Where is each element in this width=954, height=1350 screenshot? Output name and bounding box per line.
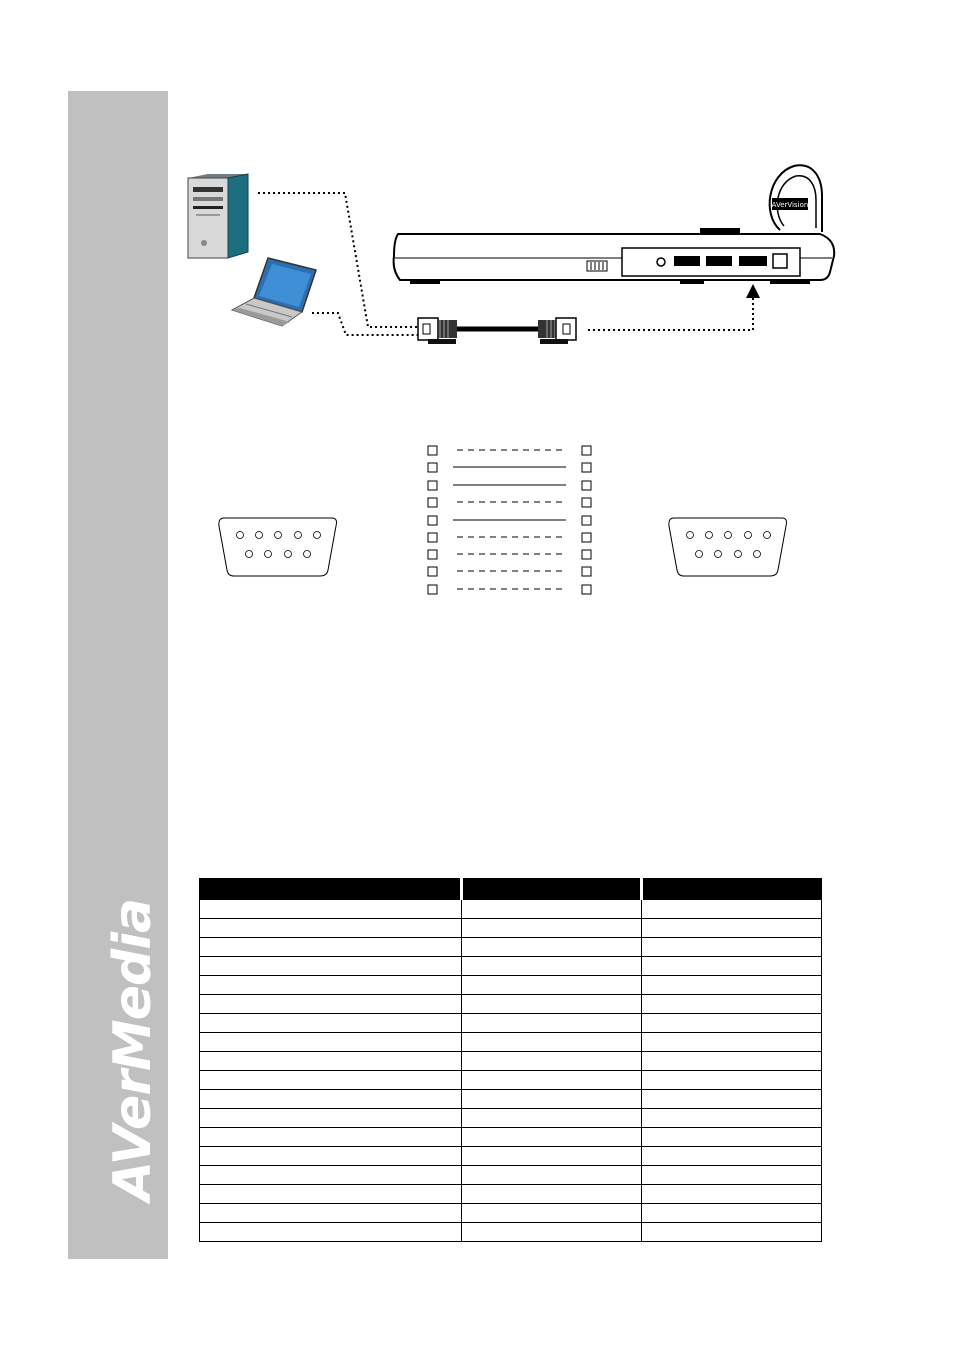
table-cell: [642, 957, 822, 976]
table-cell: [462, 1223, 642, 1242]
table-cell: [642, 1128, 822, 1147]
table-cell: [642, 1090, 822, 1109]
table-cell: [200, 1052, 462, 1071]
brand-logo: AVerMedia: [103, 898, 163, 1202]
column-header: [642, 879, 822, 900]
table-cell: [200, 1185, 462, 1204]
table-cell: [462, 957, 642, 976]
table-header-row: [200, 879, 822, 900]
table-cell: [200, 900, 462, 919]
table-row: [200, 976, 822, 995]
table-cell: [462, 1052, 642, 1071]
command-table: [199, 878, 822, 1242]
table-row: [200, 1147, 822, 1166]
table-row: [200, 1090, 822, 1109]
table-cell: [462, 1185, 642, 1204]
table-cell: [642, 900, 822, 919]
table-cell: [200, 1090, 462, 1109]
table-row: [200, 900, 822, 919]
device-logo: AVerVision: [771, 201, 809, 209]
table-cell: [200, 1014, 462, 1033]
table-cell: [642, 1071, 822, 1090]
table-row: [200, 919, 822, 938]
pin-row: [428, 481, 591, 490]
table-cell: [462, 1071, 642, 1090]
pin-row: [428, 463, 591, 472]
table-cell: [462, 938, 642, 957]
table-cell: [642, 1109, 822, 1128]
pin-row: [428, 585, 591, 594]
pin-row: [428, 446, 591, 455]
table-cell: [642, 938, 822, 957]
column-header: [200, 879, 462, 900]
table-cell: [200, 1204, 462, 1223]
table-row: [200, 1185, 822, 1204]
table-row: [200, 1128, 822, 1147]
table-cell: [642, 1052, 822, 1071]
table-cell: [462, 1090, 642, 1109]
table-row: [200, 1014, 822, 1033]
table-cell: [200, 957, 462, 976]
table-cell: [462, 1014, 642, 1033]
table-cell: [200, 919, 462, 938]
table-row: [200, 957, 822, 976]
table-cell: [642, 1014, 822, 1033]
db9-connector-right: [669, 518, 787, 576]
table-cell: [462, 1166, 642, 1185]
table-cell: [642, 976, 822, 995]
table-cell: [642, 919, 822, 938]
table-cell: [200, 1223, 462, 1242]
pin-row: [428, 516, 591, 525]
pin-row: [428, 498, 591, 507]
table-cell: [200, 1166, 462, 1185]
table-cell: [462, 919, 642, 938]
pin-row: [428, 550, 591, 559]
table-row: [200, 1071, 822, 1090]
table-row: [200, 1109, 822, 1128]
table-cell: [200, 1147, 462, 1166]
table-row: [200, 995, 822, 1014]
table-cell: [462, 900, 642, 919]
table-row: [200, 1166, 822, 1185]
table-cell: [462, 1204, 642, 1223]
table-cell: [642, 1147, 822, 1166]
table-cell: [462, 1033, 642, 1052]
table-cell: [200, 1033, 462, 1052]
table-cell: [200, 938, 462, 957]
table-row: [200, 1223, 822, 1242]
table-cell: [200, 995, 462, 1014]
table-row: [200, 1204, 822, 1223]
pin-row: [428, 533, 591, 542]
table-row: [200, 1052, 822, 1071]
db9-connector-left: [219, 518, 337, 576]
column-header: [462, 879, 642, 900]
table-cell: [642, 995, 822, 1014]
table-cell: [200, 1128, 462, 1147]
table-cell: [642, 1166, 822, 1185]
pin-wiring-diagram: [0, 0, 954, 620]
table-cell: [642, 1185, 822, 1204]
table-cell: [462, 1109, 642, 1128]
table-cell: [462, 1128, 642, 1147]
table-row: [200, 938, 822, 957]
table-cell: [642, 1223, 822, 1242]
table-cell: [200, 1109, 462, 1128]
table-cell: [462, 995, 642, 1014]
table-row: [200, 1033, 822, 1052]
table-cell: [462, 1147, 642, 1166]
table-cell: [642, 1204, 822, 1223]
table-cell: [642, 1033, 822, 1052]
table-cell: [462, 976, 642, 995]
table-cell: [200, 1071, 462, 1090]
pin-row: [428, 567, 591, 576]
table-cell: [200, 976, 462, 995]
